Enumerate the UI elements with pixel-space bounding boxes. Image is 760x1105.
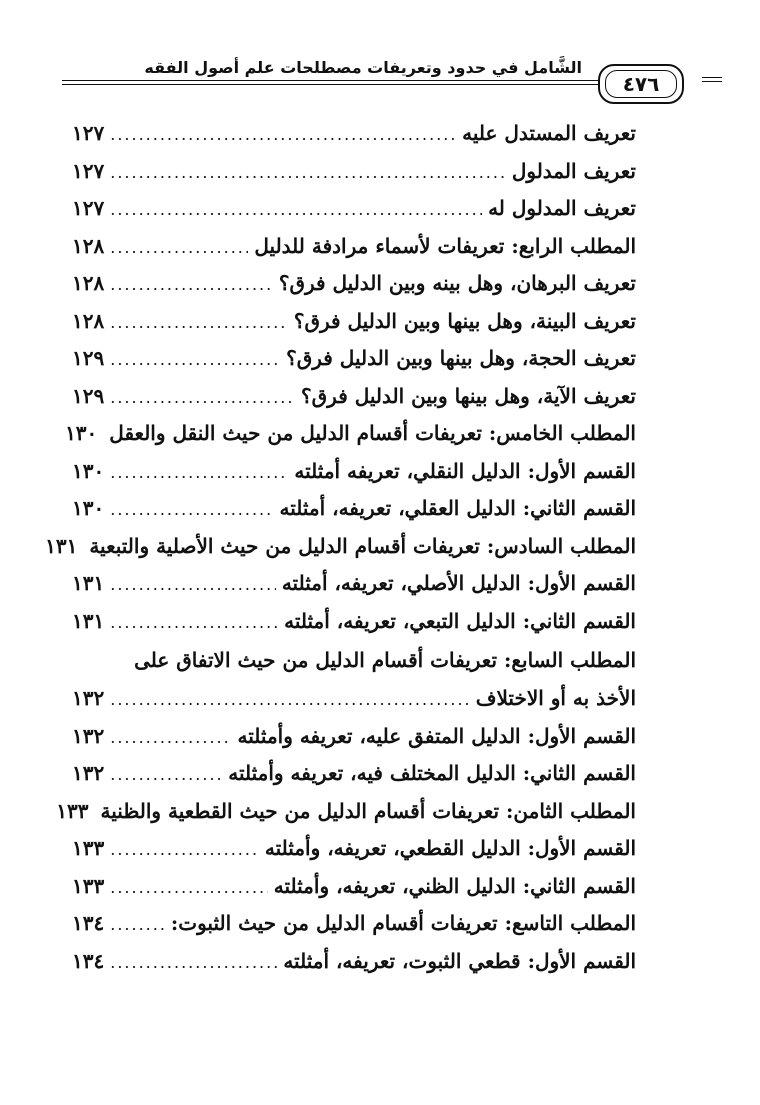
toc-entry [72,640,636,680]
toc-entry-page: ١٣٠ [72,496,105,520]
toc-entry-label: الأخذ به أو الاختلاف [475,686,636,710]
toc-entry [72,265,636,303]
dot-leader [110,906,165,944]
toc-entry-page: ١٣١ [72,608,105,633]
toc-entry-label: القسم الأول: الدليل القطعي، تعريفه، وأمثلته [264,836,636,860]
toc-entry-label: تعريف الآية، وهل بينها وبين الدليل فرق؟ [301,383,636,408]
toc-entry-label: القسم الثاني: الدليل الظني، تعريفه، وأمثلته [273,873,636,898]
toc-entry-label: القسم الثاني: الدليل التبعي، تعريفه، أمثلته [284,608,636,633]
toc-entry-label: القسم الأول: الدليل المتفق عليه، تعريفه وأمثلته [237,723,636,748]
toc-entry-page: ١٣٠ [65,421,98,445]
toc-entry-page: ١٣٣ [72,873,105,898]
dot-leader [110,454,288,492]
header-rule-bottom [62,84,598,85]
dot-leader [110,944,277,982]
toc-entry-page: ١٣١ [45,533,78,558]
toc-entry-page: ١٣٢ [72,723,105,748]
toc-entry [72,115,636,153]
toc-entry-label: المطلب الرابع: تعريفات لأسماء مرادفة للدليل [254,233,636,258]
toc-entry-label: تعريف البرهان، وهل بينه وبين الدليل فرق؟ [278,271,636,295]
toc-entry-page: ١٢٩ [72,346,105,370]
dot-leader [110,604,278,642]
toc-entry-label: تعريف المدلول [511,158,636,183]
dot-leader [110,304,288,342]
header-rule-top [62,80,598,81]
toc-entry-page: ١٣٣ [72,836,105,860]
toc-entry-page: ١٣٤ [72,948,105,973]
toc-entry [72,603,636,641]
dot-leader [110,869,268,907]
toc-entry-page: ١٣٢ [72,686,105,710]
toc-entry-label: المطلب التاسع: تعريفات أقسام الدليل من حيث الثبوت: [170,911,636,935]
toc-entry-page: ١٣٤ [72,911,105,935]
toc-entry [65,415,636,453]
toc-entry [72,490,636,528]
dot-leader [110,831,259,869]
toc-entry [72,830,636,868]
toc-entry [72,943,636,981]
toc-entry-label: القسم الأول: الدليل النقلي، تعريفه أمثلته [294,458,636,483]
toc-entry-label: تعريف المدلول له [488,196,636,220]
toc-entry-label: تعريف البينة، وهل بينها وبين الدليل فرق؟ [293,308,636,333]
toc-entry [72,905,636,943]
dot-leader [110,756,222,794]
toc-entry [72,453,636,491]
toc-entry [72,565,636,603]
dot-leader [110,116,456,154]
page-header [38,40,722,110]
toc-entry-label: المطلب السادس: تعريفات أقسام الدليل من حيث الأصلية والتبعية [89,533,636,558]
toc-entry [72,303,636,341]
toc-entry-page: ١٣٠ [72,458,105,483]
toc-entry-label: القسم الثاني: الدليل المختلف فيه، تعريفه وأمثلته [228,761,636,785]
toc-entry [72,190,636,228]
table-of-contents [45,115,636,980]
toc-entry-page: ١٣٢ [72,761,105,785]
toc-entry-label: تعريف المستدل عليه [462,121,636,145]
dot-leader [110,491,273,529]
header-side-lines [702,77,722,85]
toc-entry [72,378,636,416]
dot-leader [110,191,482,229]
dot-leader [110,719,231,757]
dot-leader [110,266,273,304]
toc-entry-label: المطلب السابع: تعريفات أقسام الدليل من حيث الاتفاق على [134,648,636,672]
toc-entry [72,755,636,793]
toc-entry-label: تعريف الحجة، وهل بينها وبين الدليل فرق؟ [286,346,636,370]
toc-entry [72,680,636,718]
toc-entry-page: ١٢٧ [72,158,105,183]
toc-entry-page: ١٢٨ [72,271,105,295]
toc-entry-label: المطلب الخامس: تعريفات أقسام الدليل من حيث النقل والعقل [109,421,636,445]
dot-leader [110,379,295,417]
running-title: الشَّامل في حدود وتعريفات مصطلحات علم أصول الفقه [144,58,582,77]
dot-leader [110,681,470,719]
toc-entry [72,228,636,266]
toc-entry [72,340,636,378]
toc-entry-page: ١٢٧ [72,121,105,145]
toc-entry-label: القسم الثاني: الدليل العقلي، تعريفه، أمثلته [279,496,636,520]
dot-leader [110,566,276,604]
toc-entry-page: ١٢٧ [72,196,105,220]
toc-entry [56,793,636,831]
toc-entry [72,153,636,191]
dot-leader [110,229,248,267]
toc-entry [72,868,636,906]
toc-entry-page: ١٣٣ [56,798,89,823]
toc-entry [72,718,636,756]
page-number: ٤٧٦ [605,70,677,98]
toc-entry-page: ١٣١ [72,571,105,595]
dot-leader [110,341,280,379]
toc-entry-page: ١٢٩ [72,383,105,408]
dot-leader [110,154,506,192]
toc-entry-label: القسم الأول: قطعي الثبوت، تعريفه، أمثلته [283,948,636,973]
toc-entry-page: ١٢٨ [72,233,105,258]
toc-entry [45,528,636,566]
toc-entry-label: المطلب الثامن: تعريفات أقسام الدليل من حيث القطعية والظنية [100,798,636,823]
toc-entry-page: ١٢٨ [72,308,105,333]
page-number-frame [598,64,684,104]
toc-entry-label: القسم الأول: الدليل الأصلي، تعريفه، أمثلته [281,571,636,595]
